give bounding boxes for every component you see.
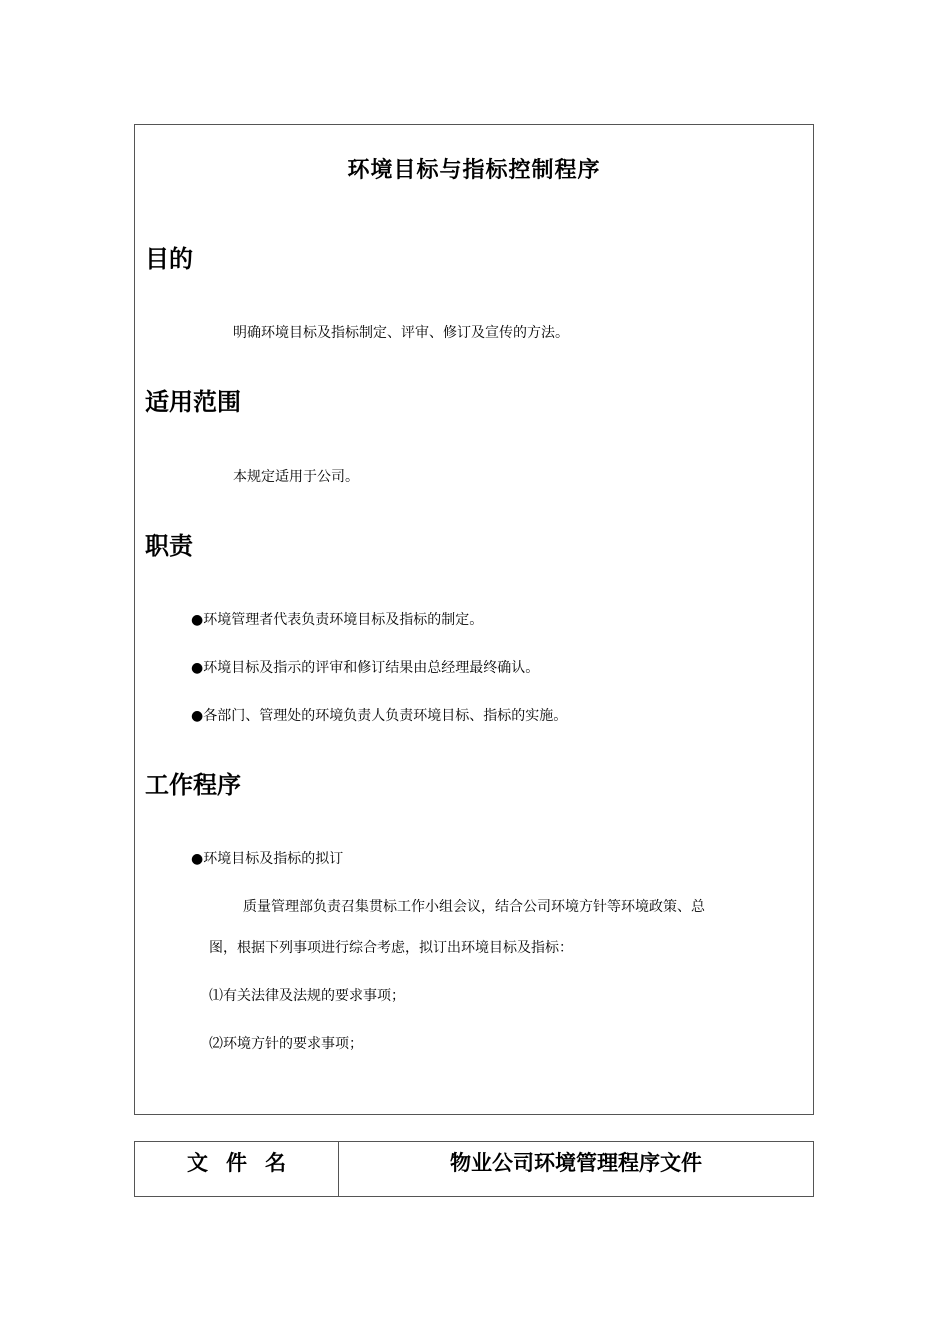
procedure-paragraph-line-2: 图，根据下列事项进行综合考虑，拟订出环境目标及指标：	[209, 940, 573, 956]
procedure-paragraph-line-1: 质量管理部负责召集贯标工作小组会议，结合公司环境方针等环境政策、总	[243, 899, 705, 915]
procedure-list-item: ⑴有关法律及法规的要求事项；	[209, 988, 405, 1004]
section-heading-responsibilities: 职责	[145, 532, 193, 560]
footer-value: 物业公司环境管理程序文件	[450, 1151, 702, 1175]
document-frame	[134, 124, 814, 1115]
responsibility-item	[191, 706, 567, 726]
section-heading-purpose: 目的	[145, 245, 193, 273]
section-heading-scope: 适用范围	[145, 388, 241, 416]
bullet-icon: ●	[191, 660, 204, 676]
footer-label-cell	[135, 1142, 339, 1196]
responsibility-item-text: 环境管理者代表负责环境目标及指标的制定。	[203, 612, 484, 628]
procedure-subheading-text: 环境目标及指标的拟订	[203, 851, 344, 867]
procedure-subheading	[191, 849, 343, 869]
document-footer-table	[134, 1141, 814, 1197]
footer-label: 文件名	[187, 1151, 304, 1175]
responsibility-item	[191, 610, 483, 630]
responsibility-item	[191, 658, 539, 678]
responsibility-item-text: 环境目标及指示的评审和修订结果由总经理最终确认。	[203, 660, 540, 676]
procedure-list-item: ⑵环境方针的要求事项；	[209, 1036, 363, 1052]
section-heading-procedure: 工作程序	[145, 771, 241, 799]
bullet-icon: ●	[191, 851, 204, 867]
responsibility-item-text: 各部门、管理处的环境负责人负责环境目标、指标的实施。	[203, 708, 568, 724]
purpose-text: 明确环境目标及指标制定、评审、修订及宣传的方法。	[233, 325, 569, 341]
bullet-icon: ●	[191, 612, 204, 628]
document-title: 环境目标与指标控制程序	[347, 158, 601, 183]
bullet-icon: ●	[191, 708, 204, 724]
scope-text: 本规定适用于公司。	[233, 469, 359, 485]
footer-value-cell	[339, 1142, 813, 1196]
